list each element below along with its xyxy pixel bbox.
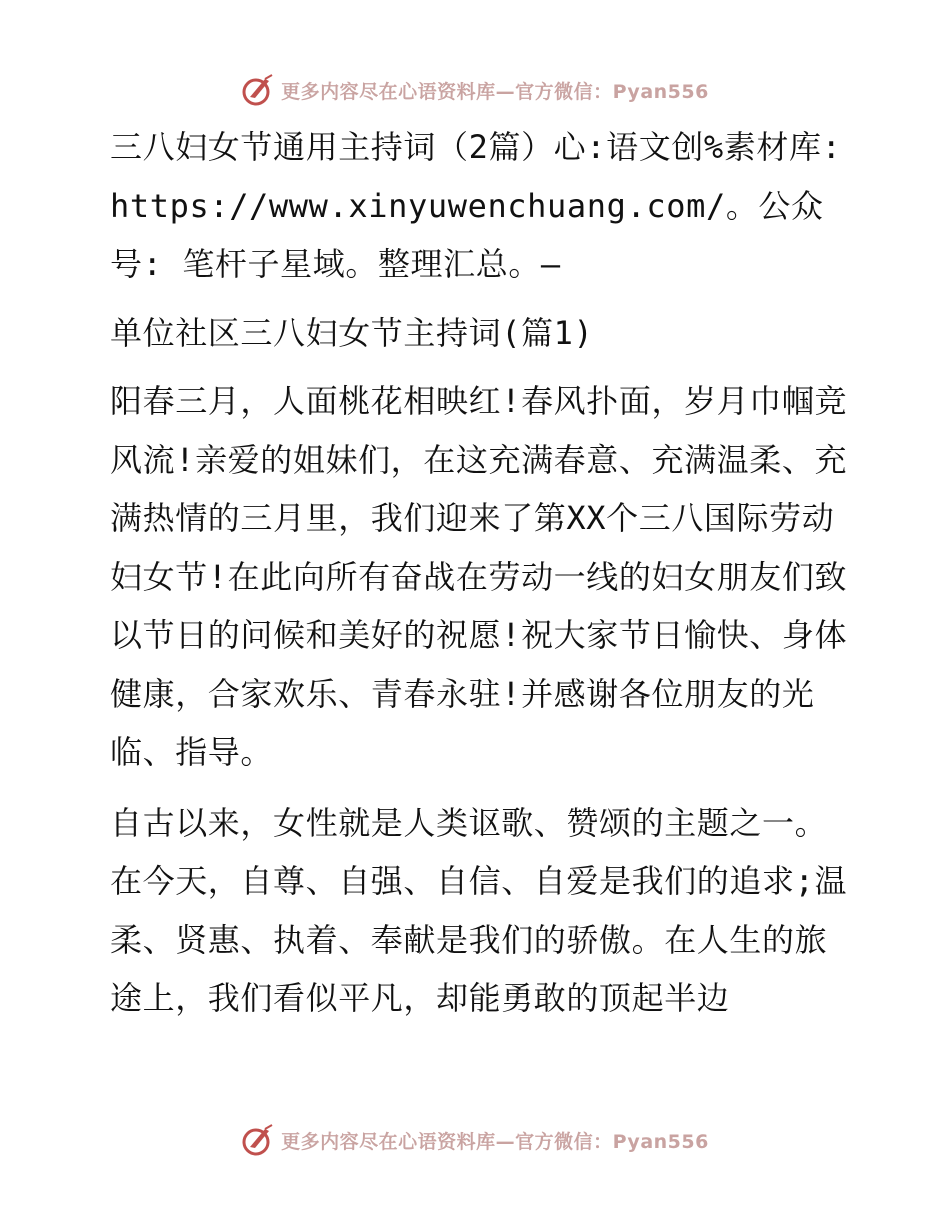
banner-text: 更多内容尽在心语资料库—官方微信：Pyan556 (281, 80, 709, 103)
footer-banner (0, 1120, 950, 1160)
paragraph: 阳春三月，人面桃花相映红!春风扑面，岁月巾帼竞风流!亲爱的姐妹们，在这充满春意、充满温柔、充满热情的三月里，我们迎来了第XX个三八国际劳动妇女节!在此向所有奋战在劳动一线的妇女朋友们致以节日的问候和美好的祝愿!祝大家节日愉快、身体健康，合家欢乐、青春永驻!并感谢各位朋友的光临、指导。 (110, 382, 848, 771)
banner-text: 更多内容尽在心语资料库—官方微信：Pyan556 (281, 1130, 709, 1153)
header-banner (0, 70, 950, 110)
paragraph: 自古以来，女性就是人类讴歌、赞颂的主题之一。在今天，自尊、自强、自信、自爱是我们的追求;温柔、贤惠、执着、奉献是我们的骄傲。在人生的旅途上，我们看似平凡，却能勇敢的顶起半边 (110, 803, 848, 1017)
document-body (98, 118, 858, 1040)
quill-logo-icon (241, 73, 275, 107)
document-title: 三八妇女节通用主持词（2篇）心:语文创%素材库: https://www.xinyuwenchuang.com/。公众号: 笔杆子星域。整理汇总。— (110, 128, 842, 283)
quill-logo-icon (241, 1123, 275, 1157)
section-heading: 单位社区三八妇女节主持词(篇1) (110, 313, 594, 352)
